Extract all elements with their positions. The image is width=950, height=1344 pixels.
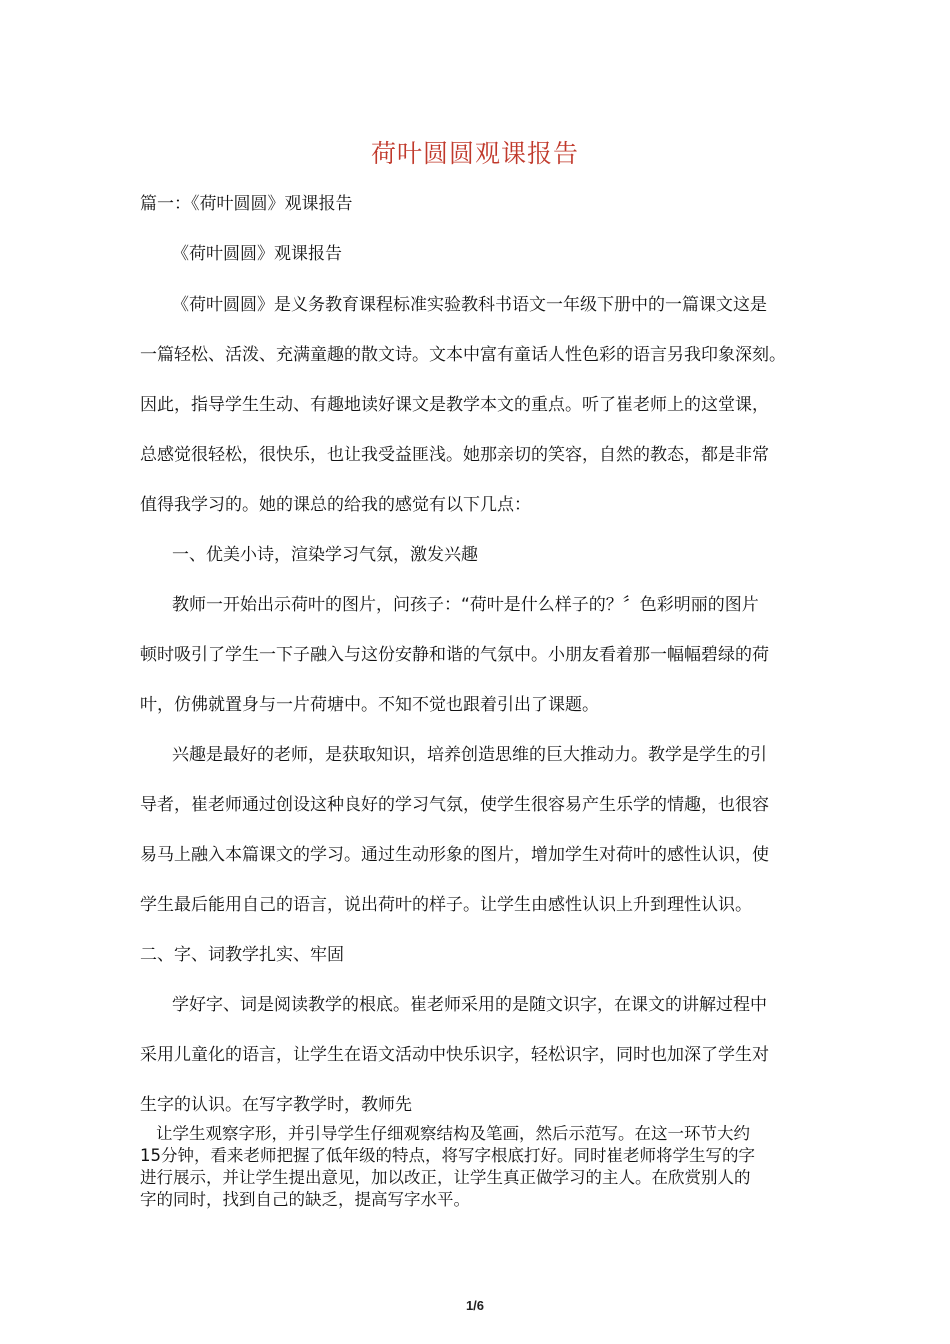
dense-paragraph-line: 让学生观察字形，并引导学生仔细观察结构及笔画，然后示范写。在这一环节大约	[156, 1124, 750, 1143]
paragraph-line: 学生最后能用自己的语言，说出荷叶的样子。让学生由感性认识上升到理性认识。	[140, 895, 752, 915]
point-heading: 二、字、词教学扎实、牢固	[140, 945, 344, 965]
paragraph-line: 顿时吸引了学生一下子融入与这份安静和谐的气氛中。小朋友看着那一幅幅碧绿的荷	[140, 645, 769, 665]
document-title: 荷叶圆圆观课报告	[370, 139, 579, 168]
dense-paragraph-line: 15分钟，看来老师把握了低年级的特点，将写字根底打好。同时崔老师将学生写的字	[140, 1146, 755, 1165]
paragraph-line: 易马上融入本篇课文的学习。通过生动形象的图片，增加学生对荷叶的感性认识，使	[140, 845, 769, 865]
paragraph-line: 总感觉很轻松，很快乐，也让我受益匪浅。她那亲切的笑容，自然的教态，都是非常	[140, 445, 769, 465]
paragraph-line: 《荷叶圆圆》是义务教育课程标准实验教科书语文一年级下册中的一篇课文这是	[172, 295, 767, 315]
section-heading: 篇一：《荷叶圆圆》观课报告	[140, 194, 353, 214]
paragraph-line: 采用儿童化的语言，让学生在语文活动中快乐识字，轻松识字，同时也加深了学生对	[140, 1045, 769, 1065]
paragraph-line: 叶，仿佛就置身与一片荷塘中。不知不觉也跟着引出了课题。	[140, 695, 599, 715]
paragraph-line: 教师一开始出示荷叶的图片，问孩子：“荷叶是什么样子的？〞色彩明丽的图片	[172, 595, 759, 615]
dense-paragraph-line: 进行展示，并让学生提出意见，加以改正，让学生真正做学习的主人。在欣赏别人的	[140, 1168, 751, 1187]
subheading: 《荷叶圆圆》观课报告	[172, 244, 342, 264]
paragraph-line: 值得我学习的。她的课总的给我的感觉有以下几点：	[140, 495, 531, 515]
paragraph-line: 生字的认识。在写字教学时，教师先	[140, 1095, 412, 1115]
point-heading: 一、优美小诗，渲染学习气氛，激发兴趣	[172, 545, 478, 565]
paragraph-line: 学好字、词是阅读教学的根底。崔老师采用的是随文识字，在课文的讲解过程中	[172, 995, 767, 1015]
paragraph-line: 兴趣是最好的老师，是获取知识，培养创造思维的巨大推动力。教学是学生的引	[172, 745, 767, 765]
paragraph-line: 一篇轻松、活泼、充满童趣的散文诗。文本中富有童话人性色彩的语言另我印象深刻。	[140, 345, 786, 365]
paragraph-line: 导者，崔老师通过创设这种良好的学习气氛，使学生很容易产生乐学的情趣，也很容	[140, 795, 769, 815]
dense-paragraph-line: 字的同时，找到自己的缺乏，提高写字水平。	[140, 1190, 470, 1209]
page-number: 1/6	[465, 1298, 485, 1313]
paragraph-line: 因此，指导学生生动、有趣地读好课文是教学本文的重点。听了崔老师上的这堂课，	[140, 395, 769, 415]
